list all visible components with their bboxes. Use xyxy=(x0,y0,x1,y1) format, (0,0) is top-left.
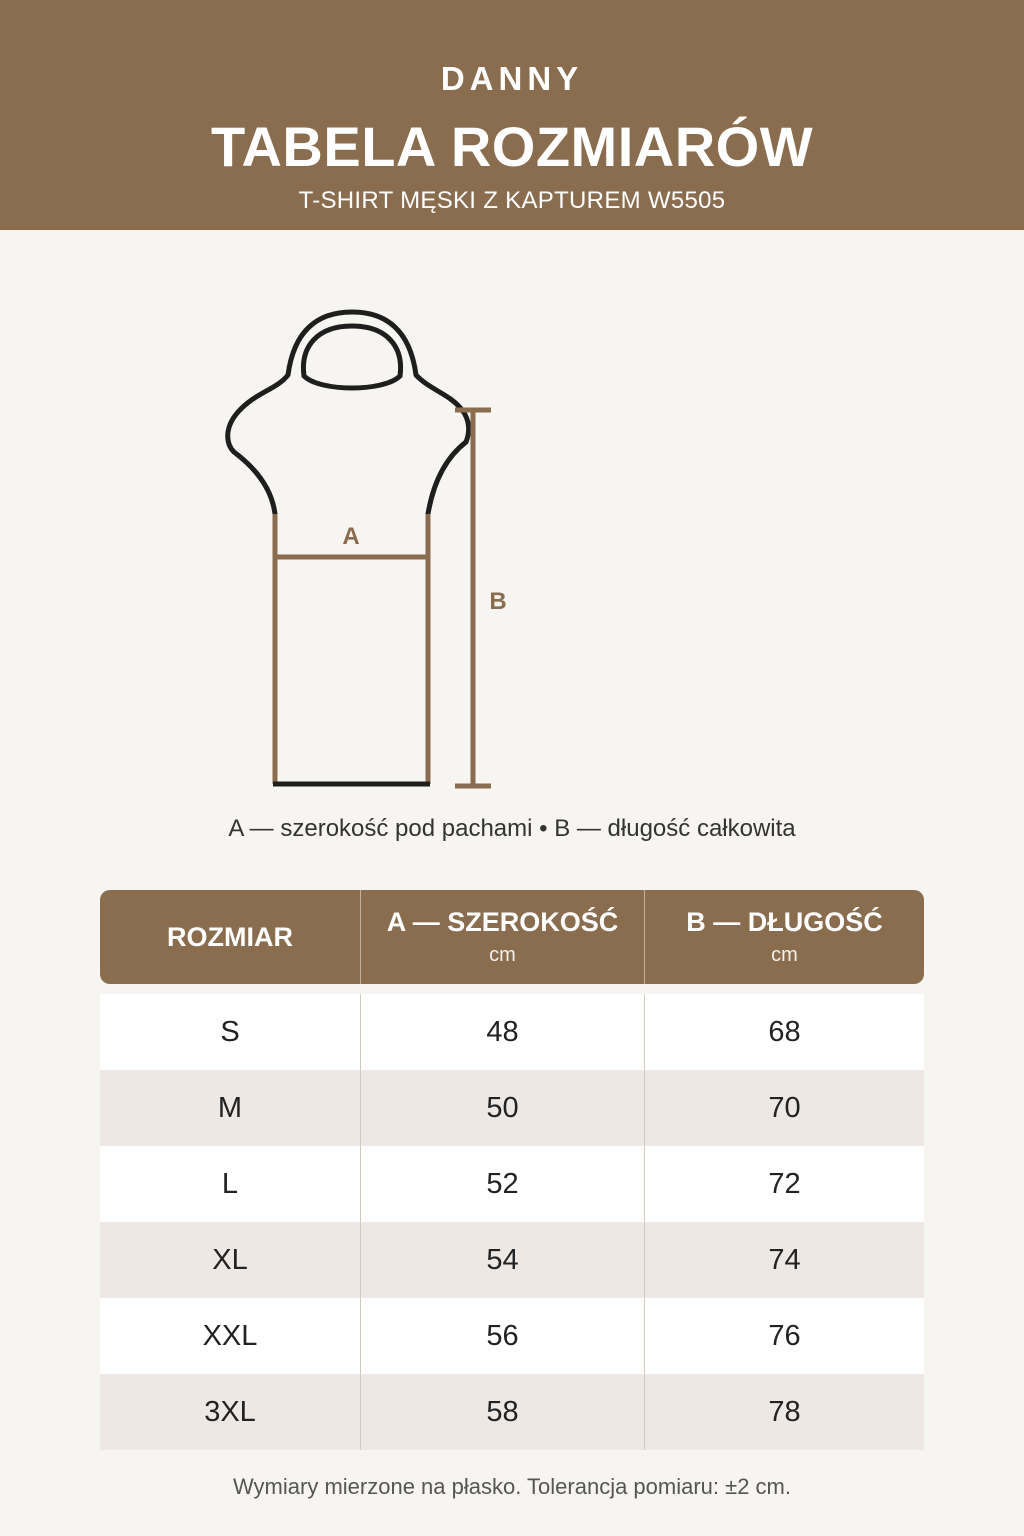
header-size xyxy=(100,890,360,984)
header-width-unit: cm xyxy=(489,944,516,966)
brand-name: DANNY xyxy=(440,60,584,97)
table-row xyxy=(100,1146,924,1222)
size-cell: M xyxy=(217,1091,243,1124)
width-cell: 54 xyxy=(360,1222,644,1298)
length-cell: 78 xyxy=(644,1374,924,1450)
hood-outline xyxy=(288,312,416,375)
table-row xyxy=(100,1222,924,1298)
length-cell: 70 xyxy=(644,1070,924,1146)
width-cell: 52 xyxy=(360,1146,644,1222)
header-width xyxy=(360,890,644,984)
width-cell: 58 xyxy=(360,1374,644,1450)
measure-b-label: B xyxy=(489,588,507,615)
header-length xyxy=(644,890,924,984)
size-cell: XL xyxy=(212,1243,248,1276)
left-shoulder-outline xyxy=(228,375,288,514)
header-length-label: B — DŁUGOŚĆ xyxy=(686,907,883,937)
hood-inner-outline xyxy=(303,326,400,388)
size-cell: L xyxy=(221,1167,239,1200)
size-cell: XXL xyxy=(202,1319,258,1352)
length-cell: 68 xyxy=(644,994,924,1070)
header-length-unit: cm xyxy=(771,944,798,966)
table-row xyxy=(100,1374,924,1450)
width-cell: 56 xyxy=(360,1298,644,1374)
table-row xyxy=(100,994,924,1070)
header-width-label: A — SZEROKOŚĆ xyxy=(386,907,619,937)
shirt-diagram xyxy=(0,230,1024,810)
width-cell: 50 xyxy=(360,1070,644,1146)
size-cell: 3XL xyxy=(204,1395,256,1428)
page-title: TABELA ROZMIARÓW xyxy=(210,115,814,178)
footnote: Wymiary mierzone na płasko. Tolerancja pomiaru: ±2 cm. xyxy=(232,1474,791,1499)
size-table xyxy=(100,890,924,1450)
measure-a-label: A xyxy=(342,523,360,550)
header-banner xyxy=(0,0,1024,230)
size-cell: S xyxy=(220,1015,240,1048)
length-cell: 76 xyxy=(644,1298,924,1374)
right-sleeve-outline xyxy=(428,442,466,514)
table-body xyxy=(100,994,924,1450)
table-row xyxy=(100,1298,924,1374)
product-subtitle: T-SHIRT MĘSKI Z KAPTUREM W5505 xyxy=(298,187,726,214)
width-cell: 48 xyxy=(360,994,644,1070)
header-size-label: ROZMIAR xyxy=(167,921,293,952)
length-cell: 72 xyxy=(644,1146,924,1222)
table-header xyxy=(100,890,924,984)
table-row xyxy=(100,1070,924,1146)
length-cell: 74 xyxy=(644,1222,924,1298)
measurement-legend: A — szerokość pod pachami • B — długość całkowita xyxy=(228,815,796,842)
